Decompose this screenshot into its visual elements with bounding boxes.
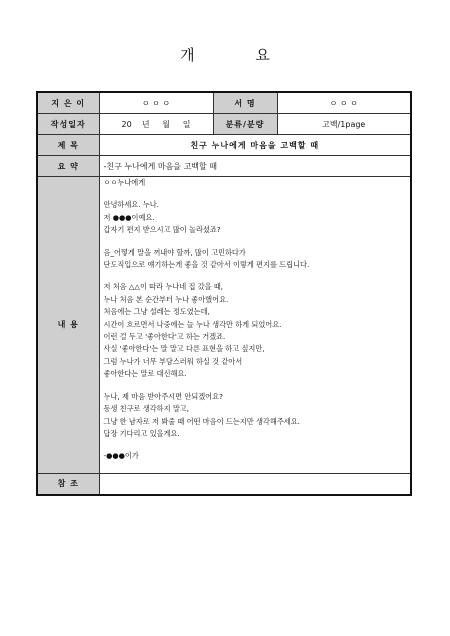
title-field-value: ㅇ ㅇ ㅇ: [277, 92, 411, 114]
letter-line: 처음에는 그냥 설레는 정도였는데,: [103, 307, 210, 317]
reference-row: [37, 473, 411, 495]
letter-line: 단도직입으로 얘기하는게 좋을 것 같아서 이렇게 편지를 드립니다.: [103, 260, 310, 270]
letter-line: 안녕하세요. 누나.: [103, 200, 159, 210]
letter-paragraph: [104, 199, 407, 236]
letter-paragraph: [104, 450, 407, 462]
date-label: 작성일자: [37, 114, 99, 135]
letter-line: 누나 처음 본 순간부터 누나 좋아했어요.: [103, 294, 229, 304]
date-value: 20 년 월 일: [99, 114, 213, 135]
letter-text: [104, 177, 407, 463]
subject-label: 제 목: [37, 135, 99, 156]
letter-line: 그냥 한 남자로 저 봐줄 때 어떤 마음이 드는지만 생각해주세요.: [103, 416, 300, 426]
letter-line: 그럼 누나가 너무 부담스러워 하실 것 같아서: [103, 356, 243, 366]
letter-paragraph: [104, 247, 407, 272]
letter-paragraph: [104, 281, 407, 380]
letter-line: 누나, 제 마음 받아주시면 안되겠어요?: [103, 391, 223, 401]
page-title: 개 요: [180, 46, 298, 64]
letter-line: 저 처음 △△이 따라 누나네 집 갔을 때,: [103, 282, 224, 292]
summary-form-table: [36, 91, 412, 496]
summary-row: [37, 156, 411, 177]
category-label: 분류/분량: [213, 114, 277, 135]
letter-line: 갑자기 편지 받으시고 많이 놀라셨죠?: [103, 225, 221, 235]
letter-body: [99, 177, 411, 474]
letter-line: -●●●이가: [103, 451, 139, 461]
letter-line: 이런 걸 두고 '좋아한다'고 하는 거겠죠.: [103, 332, 226, 342]
subject-value: 친구 누나에게 마음을 고백할 때: [99, 135, 411, 156]
title-field-label: 서 명: [213, 92, 277, 114]
letter-line: 음_어떻게 말을 꺼내야 할까, 많이 고민하다가: [103, 247, 246, 257]
letter-line: 사실 '좋아한다'는 말 말고 다른 표현을 하고 싶지만,: [103, 344, 265, 354]
category-value: 고백/1page: [277, 114, 411, 135]
letter-line: 좋아한다는 말로 대신해요.: [103, 369, 187, 379]
letter-paragraph: [104, 391, 407, 441]
summary-value: -친구 누나에게 마음을 고백할 때: [99, 156, 411, 177]
subject-row: [37, 135, 411, 156]
date-row: [37, 114, 411, 135]
letter-line: 저 ●●●이예요.: [103, 212, 155, 222]
author-label: 지 은 이: [37, 92, 99, 114]
summary-label: 요 약: [37, 156, 99, 177]
content-label: 내 용: [37, 177, 99, 474]
author-row: [37, 92, 411, 114]
reference-label: 참 조: [37, 473, 99, 495]
content-row: [37, 177, 411, 474]
author-value: ㅇ ㅇ ㅇ: [99, 92, 213, 114]
letter-paragraph: [104, 177, 407, 189]
reference-value: [99, 473, 411, 495]
letter-line: 답장 기다리고 있을게요.: [103, 428, 180, 438]
letter-line: 동생 친구로 생각하지 말고,: [103, 404, 190, 414]
letter-line: ㅇㅇ누나에게: [103, 178, 146, 187]
letter-line: 시간이 흐르면서 나중에는 늘 누나 생각만 하게 되었어요.: [103, 319, 282, 329]
